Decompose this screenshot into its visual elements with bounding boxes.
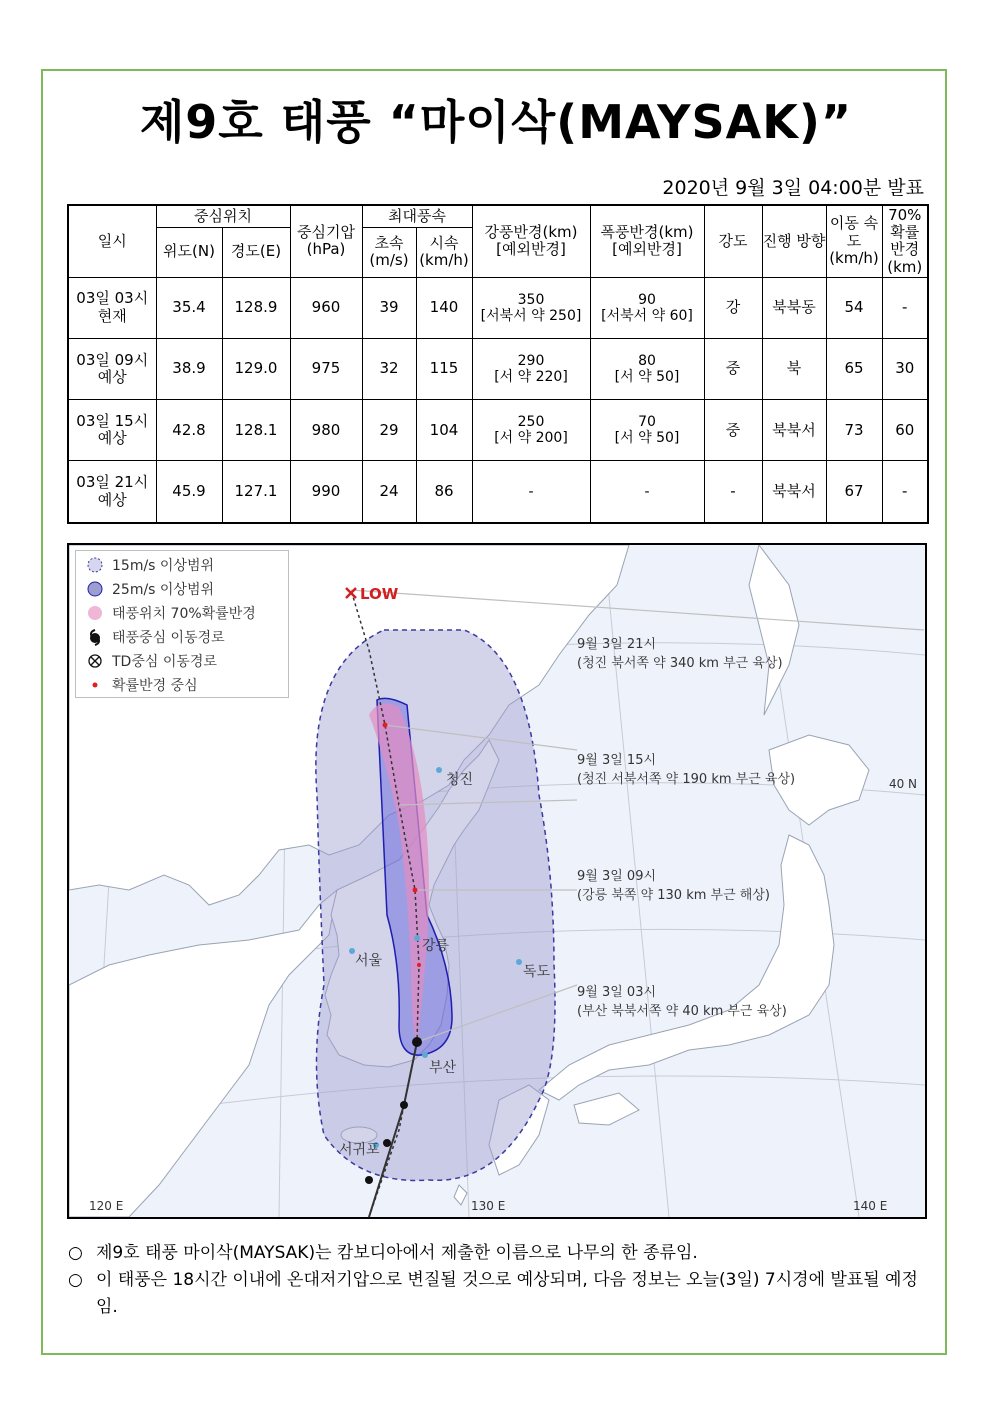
- legend-item: [84, 626, 225, 648]
- row-storm-radius: 70: [638, 414, 656, 431]
- row-strong-radius: 290: [517, 352, 545, 369]
- row-ms: 32: [362, 338, 416, 399]
- row-time: 03일 03시: [76, 289, 149, 308]
- wind-15ms-area: [316, 630, 555, 1180]
- row-intensity: 중: [704, 400, 762, 461]
- table-row: [68, 461, 928, 523]
- header-storm-radius: 폭풍반경(km) [예외반경]: [590, 205, 704, 277]
- header-prob: 70% 확률 반경 (km): [882, 205, 928, 277]
- legend-label: 15m/s 이상범위: [112, 558, 215, 574]
- row-strong-exception: [서북서 약 250]: [480, 307, 582, 324]
- issued-time: 2020년 9월 3일 04:00분 발표: [662, 177, 924, 199]
- typhoon-forecast-table: [67, 204, 929, 524]
- row-time: 03일 09시: [76, 350, 149, 369]
- row-kmh: 140: [416, 277, 472, 338]
- legend-label: TD중심 이동경로: [112, 654, 217, 670]
- legend-label: 태풍위치 70%확률반경: [112, 606, 256, 622]
- note-item: [68, 1267, 928, 1321]
- header-lon: 경도(E): [222, 227, 290, 277]
- row-storm-radius: -: [590, 461, 704, 523]
- header-ms: 초속 (m/s): [362, 227, 416, 277]
- dashed-circle-icon: [84, 555, 106, 575]
- page-title: 제9호 태풍 “마이삭(MAYSAK)”: [139, 95, 853, 149]
- row-time: 03일 15시: [76, 411, 149, 430]
- header-intensity: 강도: [704, 205, 762, 277]
- row-lat: 38.9: [156, 338, 222, 399]
- pink-circle-icon: [84, 603, 106, 623]
- callout-15h: [577, 749, 795, 787]
- row-lon: 127.1: [222, 461, 290, 523]
- row-lat: 42.8: [156, 400, 222, 461]
- row-storm-exception: [서 약 50]: [614, 430, 680, 447]
- td-icon: [84, 651, 106, 671]
- row-speed: 54: [826, 277, 882, 338]
- row-storm-exception: [서 약 50]: [614, 368, 680, 385]
- row-time: 03일 21시: [76, 473, 149, 492]
- note-item: [68, 1240, 928, 1267]
- header-kmh: 시속 (km/h): [416, 227, 472, 277]
- typhoon-icon: [84, 627, 106, 647]
- row-strong-exception: [서 약 220]: [494, 368, 568, 385]
- row-pressure: 960: [290, 277, 362, 338]
- row-lon: 128.9: [222, 277, 290, 338]
- header-lat: 위도(N): [156, 227, 222, 277]
- city-gangneung: 강릉: [422, 938, 450, 954]
- row-storm-radius: 80: [638, 352, 656, 369]
- row-strong-exception: [서 약 200]: [494, 430, 568, 447]
- row-lat: 35.4: [156, 277, 222, 338]
- row-kmh: 86: [416, 461, 472, 523]
- city-busan: 부산: [429, 1060, 457, 1076]
- note-bullet: ○: [68, 1270, 83, 1290]
- row-intensity: 중: [704, 338, 762, 399]
- row-direction: 북북서: [762, 400, 826, 461]
- legend-label: 25m/s 이상범위: [112, 582, 215, 598]
- city-seoul: 서울: [355, 953, 383, 969]
- header-direction: 진행 방향: [762, 205, 826, 277]
- legend-item: [84, 602, 256, 624]
- callout-location: (강릉 북쪽 약 130 km 부근 해상): [577, 888, 770, 903]
- row-lon: 128.1: [222, 400, 290, 461]
- row-intensity: 강: [704, 277, 762, 338]
- prob-center-dot: [413, 888, 418, 893]
- prob-center-dot: [417, 963, 421, 967]
- callout-03h: [577, 981, 787, 1019]
- row-prob: 60: [882, 400, 928, 461]
- row-kmh: 104: [416, 400, 472, 461]
- row-status: 현재: [97, 306, 127, 325]
- row-speed: 67: [826, 461, 882, 523]
- callout-21h: [577, 633, 783, 671]
- header-strong-radius: 강풍반경(km) [예외반경]: [472, 205, 590, 277]
- row-strong-radius: 250: [517, 414, 545, 431]
- legend-item: [84, 578, 214, 600]
- table-row: [68, 277, 928, 338]
- note-text: 제9호 태풍 마이삭(MAYSAK)는 캄보디아에서 제출한 이름으로 나무의 한 종류임.: [96, 1243, 698, 1263]
- callout-time: 9월 3일 21시: [577, 637, 657, 652]
- solid-circle-icon: [84, 579, 106, 599]
- callout-09h: [577, 865, 770, 903]
- map-legend: [75, 550, 289, 698]
- callout-time: 9월 3일 09시: [577, 869, 657, 884]
- header-center: 중심위치: [156, 205, 290, 227]
- axis-lon120: 120 E: [89, 1199, 124, 1213]
- row-ms: 39: [362, 277, 416, 338]
- callout-time: 9월 3일 03시: [577, 985, 657, 1000]
- row-direction: 북: [762, 338, 826, 399]
- notes: [68, 1240, 928, 1321]
- row-status: 예상: [97, 429, 127, 448]
- axis-lon140: 140 E: [853, 1199, 888, 1213]
- legend-item: [84, 650, 217, 672]
- header-pressure: 중심기압 (hPa): [290, 205, 362, 277]
- axis-lat40: 40 N: [888, 777, 917, 791]
- note-bullet: ○: [68, 1243, 83, 1263]
- row-strong-radius: -: [472, 461, 590, 523]
- row-status: 예상: [97, 490, 127, 509]
- low-label: LOW: [360, 585, 399, 603]
- callout-location: (청진 북서쪽 약 340 km 부근 육상): [577, 656, 783, 671]
- row-kmh: 115: [416, 338, 472, 399]
- row-storm-radius: 90: [638, 291, 656, 308]
- row-pressure: 975: [290, 338, 362, 399]
- row-prob: 30: [882, 338, 928, 399]
- row-pressure: 990: [290, 461, 362, 523]
- header-speed: 이동 속도 (km/h): [826, 205, 882, 277]
- row-lat: 45.9: [156, 461, 222, 523]
- header-maxwind: 최대풍속: [362, 205, 472, 227]
- axis-lon130: 130 E: [471, 1199, 506, 1213]
- legend-label: 태풍중심 이동경로: [112, 630, 225, 646]
- row-direction: 북북동: [762, 277, 826, 338]
- row-prob: -: [882, 277, 928, 338]
- city-seogwipo: 서귀포: [339, 1142, 380, 1158]
- row-speed: 73: [826, 400, 882, 461]
- callout-location: (부산 북북서쪽 약 40 km 부근 육상): [577, 1004, 787, 1019]
- callout-time: 9월 3일 15시: [577, 753, 657, 768]
- row-ms: 24: [362, 461, 416, 523]
- legend-item: [84, 674, 198, 696]
- row-prob: -: [882, 461, 928, 523]
- row-storm-exception: [서북서 약 60]: [601, 307, 693, 324]
- table-row: [68, 338, 928, 399]
- row-direction: 북북서: [762, 461, 826, 523]
- prob-center-dot: [383, 723, 388, 728]
- table-row: [68, 400, 928, 461]
- header-datetime: 일시: [68, 205, 156, 277]
- note-text: 이 태풍은 18시간 이내에 온대저기압으로 변질될 것으로 예상되며, 다음 정보는 오늘(3일) 7시경에 발표될 예정임.: [96, 1270, 918, 1317]
- legend-item: [84, 554, 214, 576]
- row-ms: 29: [362, 400, 416, 461]
- city-chongjin: 청진: [446, 772, 474, 788]
- callout-location: (청진 서북서쪽 약 190 km 부근 육상): [577, 772, 796, 787]
- legend-label: 확률반경 중심: [112, 678, 198, 694]
- row-status: 예상: [97, 367, 127, 386]
- red-dot-icon: [84, 675, 106, 695]
- row-lon: 129.0: [222, 338, 290, 399]
- row-strong-radius: 350: [517, 291, 545, 308]
- row-pressure: 980: [290, 400, 362, 461]
- row-intensity: -: [704, 461, 762, 523]
- row-speed: 65: [826, 338, 882, 399]
- city-dokdo: 독도: [523, 964, 551, 980]
